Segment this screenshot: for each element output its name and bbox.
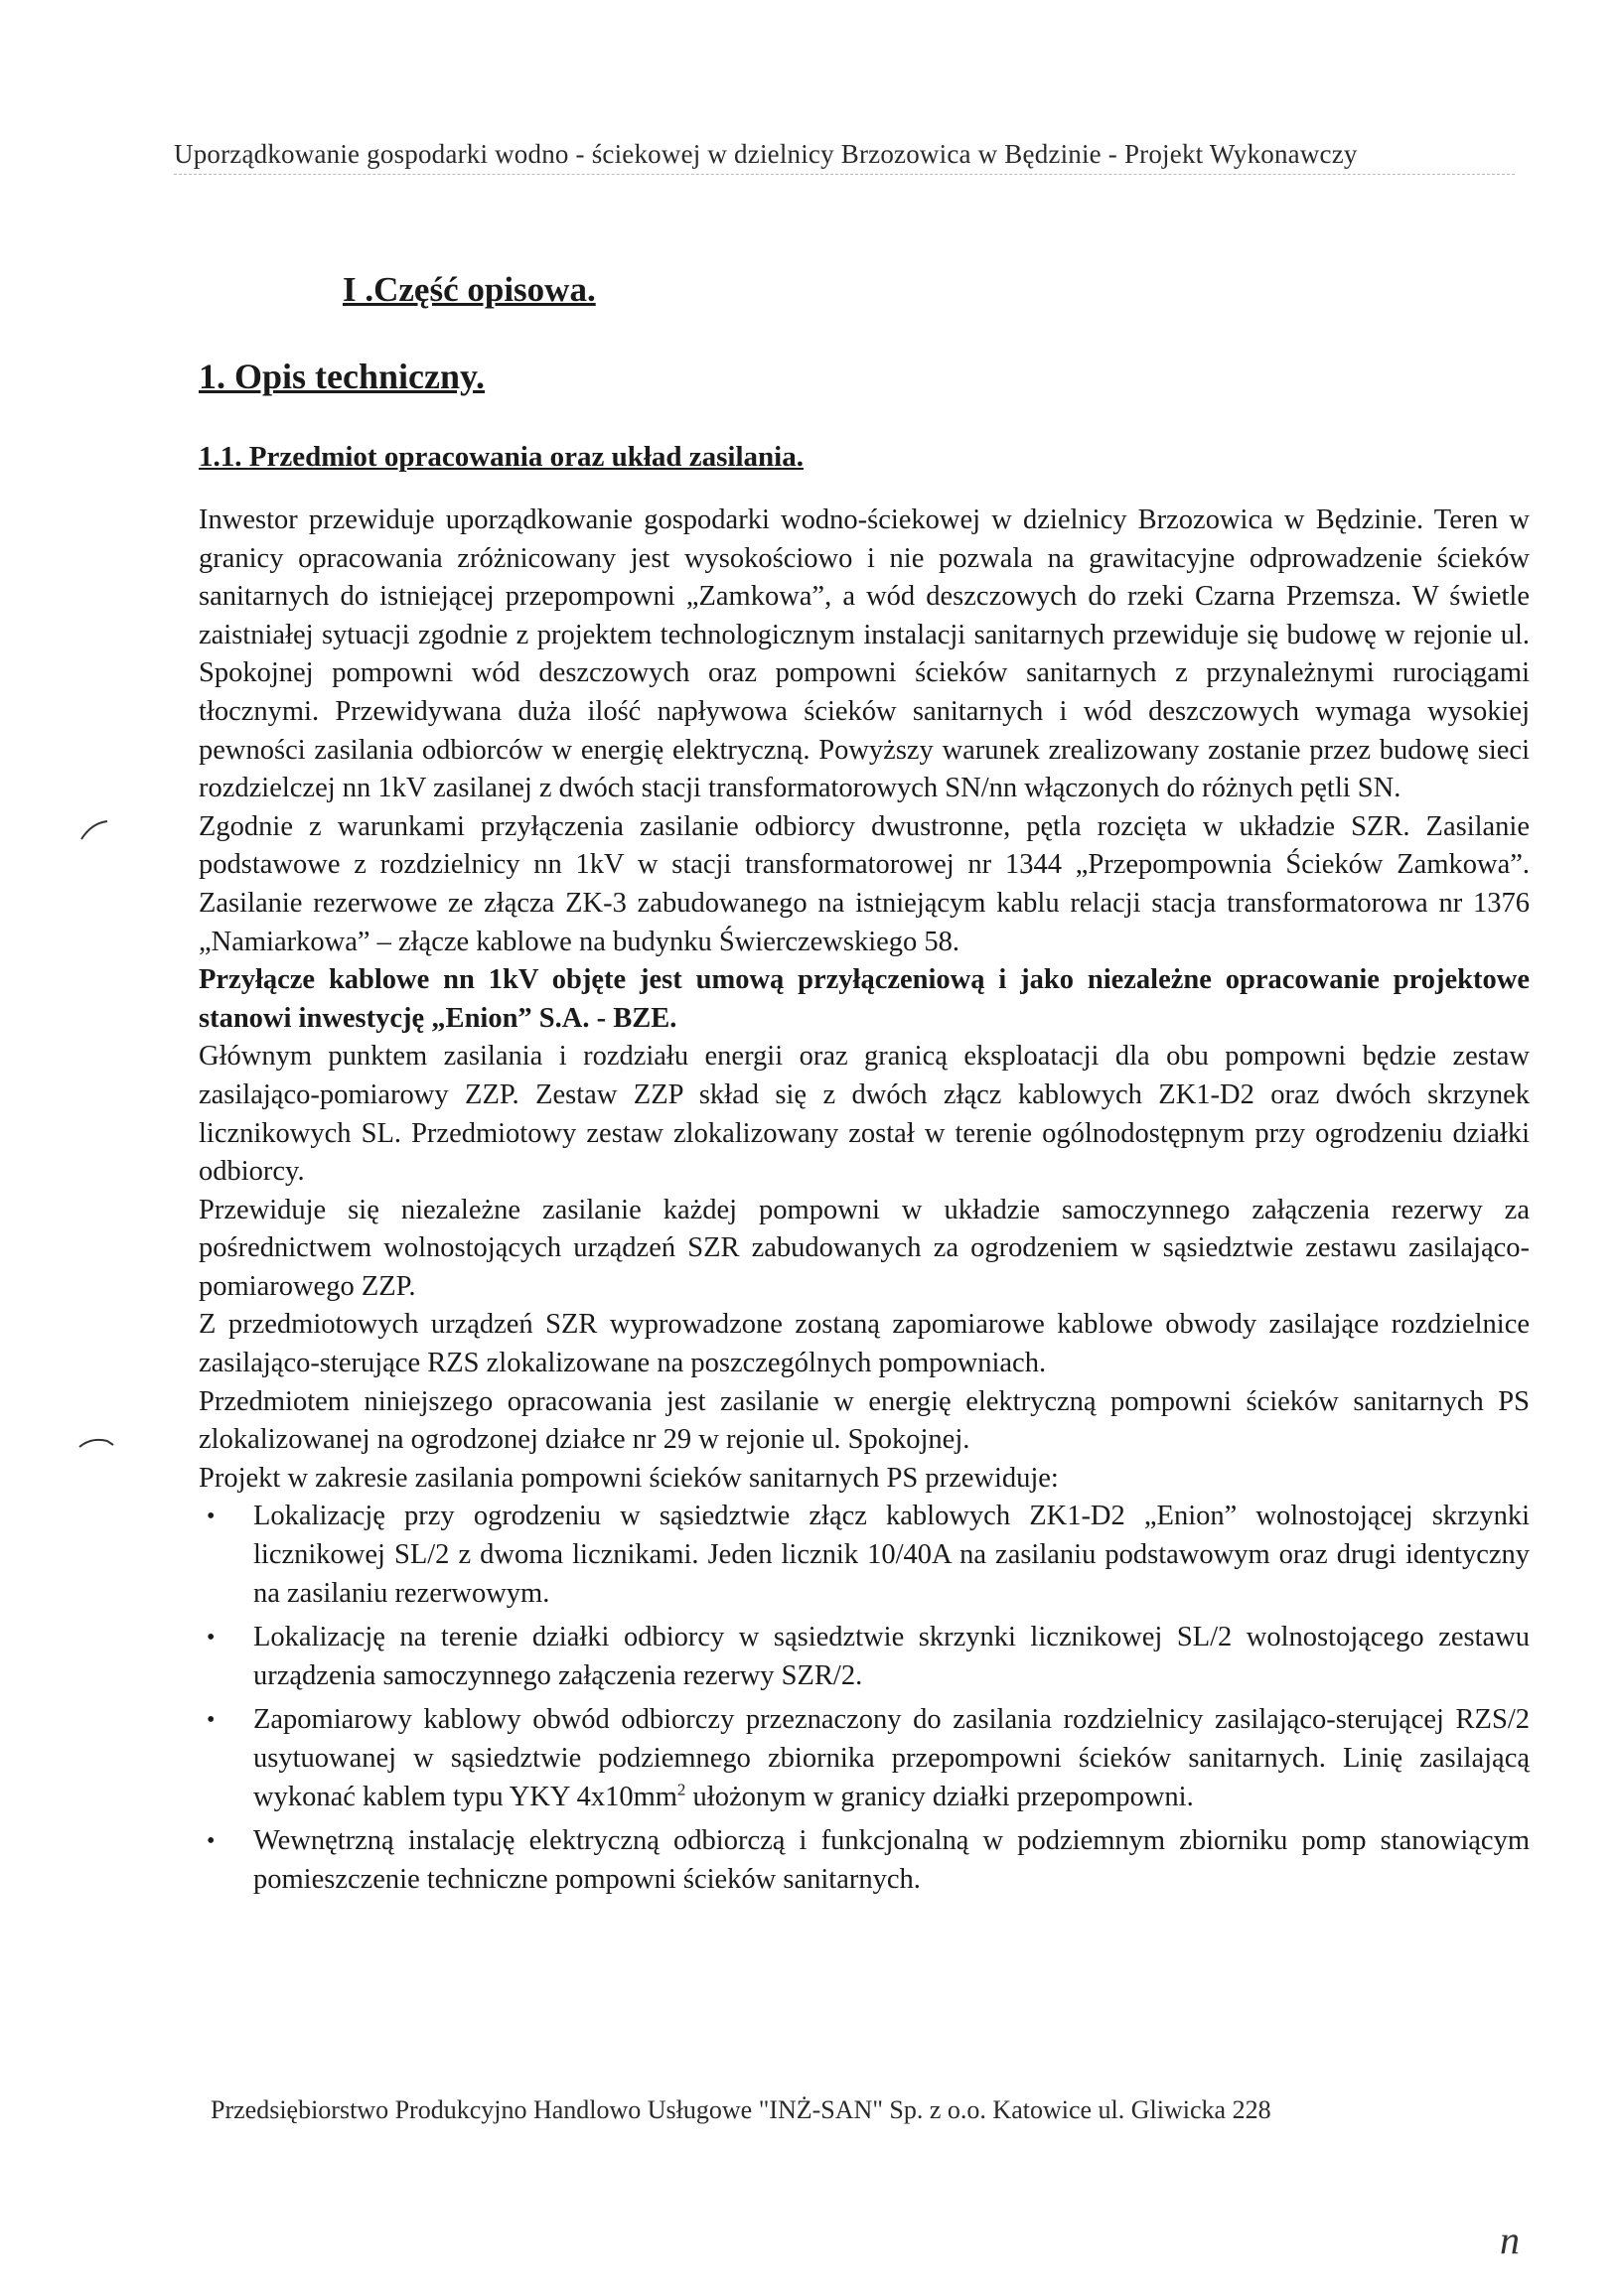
list-item [199,1701,1530,1816]
bullet-icon: • [207,1707,216,1734]
list-item-text-part: ułożonym w granicy działki przepompowni. [685,1781,1194,1812]
margin-tick-icon [79,819,109,841]
section-title: 1. Opis techniczny. [199,357,486,396]
paragraph: Przewiduje się niezależne zasilanie każdej pompowni w układzie samoczynnego załączenia rezerwy za pośrednictwem wolnostojących urządzeń SZR zabudowanych za ogrodzeniem w sąsiedztwie zestawu zasilająco-pomiarowego ZZP. [199,1194,1530,1302]
list-item [199,1498,1530,1613]
subsection-title: 1.1. Przedmiot opracowania oraz układ zasilania. [199,441,804,473]
margin-tick-icon [77,1435,117,1451]
superscript: 2 [676,1780,686,1799]
paragraph: Projekt w zakresie zasilania pompowni ścieków sanitarnych PS przewiduje: [199,1462,1059,1494]
paragraph: Przedmiotem niniejszego opracowania jest zasilanie w energię elektryczną pompowni ścieków sanitarnych PS zlokalizowanej na ogrodzonej działce nr 29 w rejonie ul. Spokojnej. [199,1385,1530,1456]
bullet-icon: • [207,1625,216,1651]
list-item-text-part: Zapomiarowy kablowy obwód odbiorczy przeznaczony do zasilania rozdzielnicy zasilająco-sterującej RZS/2 usytuowanej w sąsiedztwie podziemnego zbiornika przepompowni ścieków sanitarnych. Linię zasilającą wykonać kablem typu YKY 4x10mm [253,1704,1530,1812]
paragraph: Zgodnie z warunkami przyłączenia zasilanie odbiorcy dwustronne, pętla rozcięta w układzie SZR. Zasilanie podstawowe z rozdzielnicy nn 1kV w stacji transformatorowej nr 1344 „Przepompownia Ścieków Zamkowa”. Zasilanie rezerwowe ze złącza ZK-3 zabudowanego na istniejącym kablu relacji stacja transformatorowa nr 1376 „Namiarkowa” – złącze kablowe na budynku Świerczewskiego 58. [199,810,1530,957]
bullet-icon: • [207,1504,216,1530]
paragraph: Inwestor przewiduje uporządkowanie gospodarki wodno-ściekowej w dzielnicy Brzozowica w Będzinie. Teren w granicy opracowania zróżnicowany jest wysokościowo i nie pozwala na grawitacyjne odprowadzenie ścieków sanitarnych do istniejącej przepompowni „Zamkowa”, a wód deszczowych do rzeki Czarna Przemsza. W świetle zaistniałej sytuacji zgodnie z projektem technologicznym instalacji sanitarnych przewiduje się budowę w rejonie ul. Spokojnej pompowni wód deszczowych oraz pompowni ścieków sanitarnych z przynależnymi rurociągami tłocznymi. Przewidywana duża ilość napływowa ścieków sanitarnych i wód deszczowych wymaga wysokiej pewności zasilania odbiorców w energię elektryczną. Powyższy warunek zrealizowany zostanie przez budowę sieci rozdzielczej nn 1kV zasilanej z dwóch stacji transformatorowych SN/nn włączonych do różnych pętli SN. [199,504,1530,804]
bullet-icon: • [207,1828,216,1855]
list-item-text: Lokalizację przy ogrodzeniu w sąsiedztwie złącz kablowych ZK1-D2 „Enion” wolnostojącej skrzynki licznikowej SL/2 z dwoma licznikami. Jeden licznik 10/40A na zasilaniu podstawowym oraz drugi identyczny na zasilaniu rezerwowym. [253,1501,1530,1609]
page-mark: n [1500,2218,1520,2262]
list-item-text [253,1704,1530,1811]
part-title: I .Część opisowa. [343,270,596,309]
paragraph: Głównym punktem zasilania i rozdziału energii oraz granicą eksploatacji dla obu pompowni będzie zestaw zasilająco-pomiarowy ZZP. Zestaw ZZP skład się z dwóch złącz kablowych ZK1-D2 oraz dwóch skrzynek licznikowych SL. Przedmiotowy zestaw zlokalizowany został w terenie ogólnodostępnym przy ogrodzeniu działki odbiorcy. [199,1041,1530,1188]
running-header: Uporządkowanie gospodarki wodno - ściekowej w dzielnicy Brzozowica w Będzinie - Projekt Wykonawczy [174,139,1515,175]
body-text [199,502,1530,1905]
footer: Przedsiębiorstwo Produkcyjno Handlowo Usługowe "INŻ-SAN" Sp. z o.o. Katowice ul. Gliwicka 228 [211,2095,1271,2124]
list-item [199,1822,1530,1899]
bold-paragraph: Przyłącze kablowe nn 1kV objęte jest umową przyłączeniową i jako niezależne opracowanie projektowe stanowi inwestycję „Enion” S.A. - BZE. [199,964,1530,1034]
list-item-text: Wewnętrzną instalację elektryczną odbiorczą i funkcjonalną w podziemnym zbiorniku pomp stanowiącym pomieszczenie techniczne pompowni ścieków sanitarnych. [253,1825,1530,1895]
bullet-list [199,1498,1530,1899]
paragraph: Z przedmiotowych urządzeń SZR wyprowadzone zostaną zapomiarowe kablowe obwody zasilające rozdzielnice zasilająco-sterujące RZS zlokalizowane na poszczególnych pompowniach. [199,1309,1530,1379]
list-item [199,1619,1530,1695]
list-item-text: Lokalizację na terenie działki odbiorcy w sąsiedztwie skrzynki licznikowej SL/2 wolnostojącego zestawu urządzenia samoczynnego załączenia rezerwy SZR/2. [253,1622,1530,1691]
